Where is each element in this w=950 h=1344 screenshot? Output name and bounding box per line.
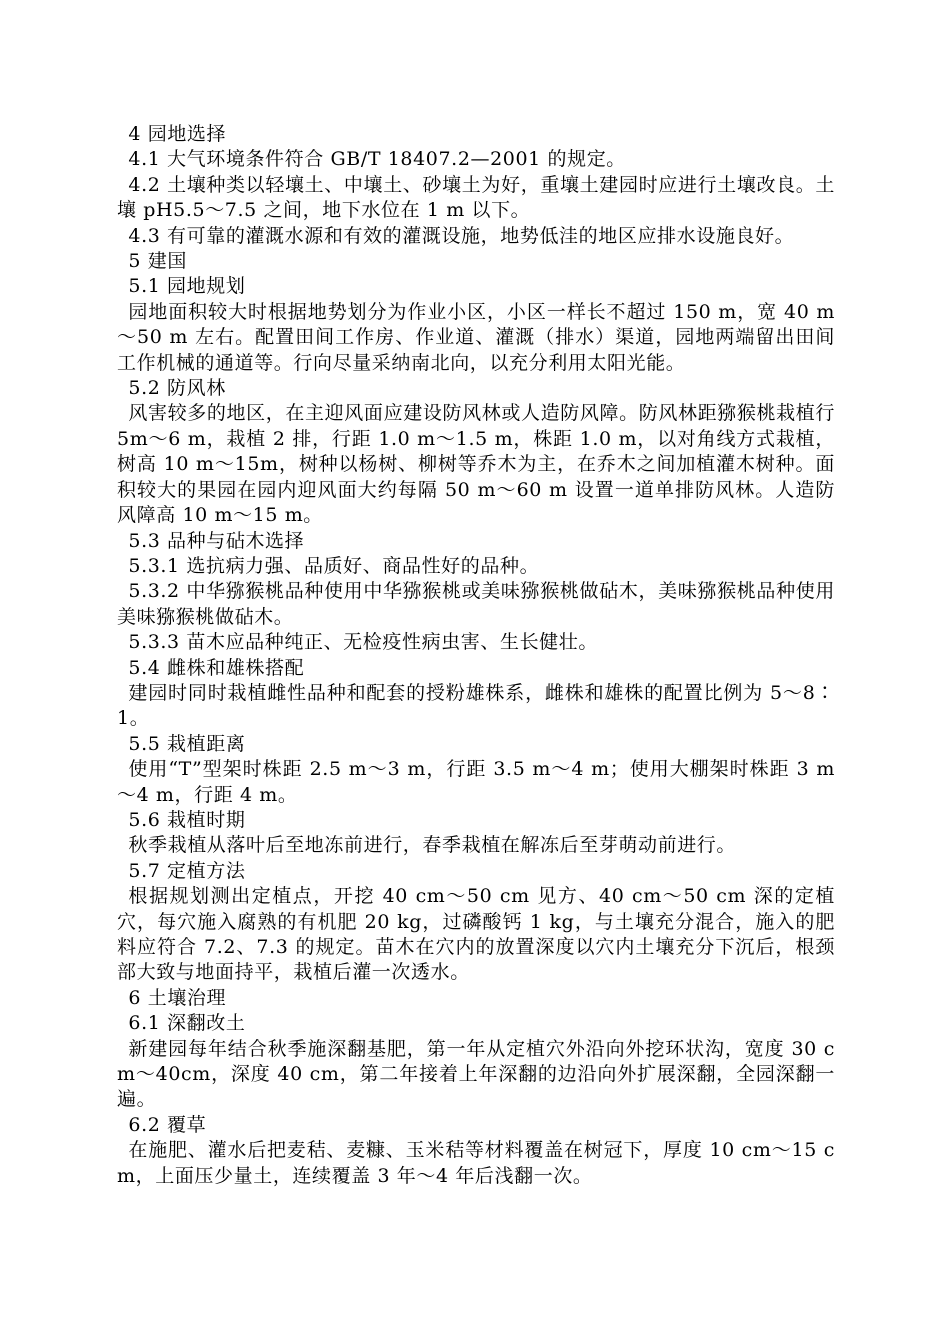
subsection-heading-5-7: 5.7 定植方法 [128,859,246,882]
document-body [117,122,835,1189]
paragraph-5-3-2: 5.3.2 中华猕猴桃品种使用中华猕猴桃或美味猕猴桃做砧木，美味猕猴桃品种使用美味猕猴桃做砧木。 [117,580,835,628]
subsection-heading-5-5: 5.5 栽植距离 [128,732,246,755]
paragraph-5-4: 建园时同时栽植雌性品种和配套的授粉雄株系，雌株和雄株的配置比例为 5～8∶1。 [117,681,835,730]
paragraph-4-2: 4.2 土壤种类以轻壤土、中壤土、砂壤土为好，重壤土建园时应进行土壤改良。土壤 pH5.5～7.5 之间，地下水位在 1 m 以下。 [117,173,835,222]
subsection-heading-6-1: 6.1 深翻改土 [128,1012,246,1035]
paragraph-5-2: 风害较多的地区，在主迎风面应建设防风林或人造防风障。防风林距猕猴桃栽植行 5m～6 m，栽植 2 排，行距 1.0 m～1.5 m，株距 1.0 m，以对角线方式栽植，树高 10 m～15m，树种以杨树、柳树等乔木为主，在乔木之间加植灌木树种。面积较大的果园在园内迎风面大约每隔 50 m～60 m 设置一道单排防风林。人造防风障高 10 m～15 m。 [117,402,835,527]
paragraph-4-3: 4.3 有可靠的灌溉水源和有效的灌溉设施，地势低洼的地区应排水设施良好。 [128,224,795,247]
section-heading-5: 5 建国 [128,250,187,273]
section-heading-6: 6 土壤治理 [128,986,227,1009]
subsection-heading-6-2: 6.2 覆草 [128,1113,207,1136]
paragraph-6-1: 新建园每年结合秋季施深翻基肥，第一年从定植穴外沿向外挖环状沟，宽度 30 cm～40cm，深度 40 cm，第二年接着上年深翻的边沿向外扩展深翻，全园深翻一遍。 [117,1037,835,1111]
subsection-heading-5-1: 5.1 园地规划 [128,275,246,298]
paragraph-5-7: 根据规划测出定植点，开挖 40 cm～50 cm 见方、40 cm～50 cm 深的定植穴，每穴施入腐熟的有机肥 20 kg，过磷酸钙 1 kg，与土壤充分混合，施入的肥料应符合 7.2、7.3 的规定。苗木在穴内的放置深度以穴内土壤充分下沉后，根颈部大致与地面持平，栽植后灌一次透水。 [117,885,835,984]
subsection-heading-5-4: 5.4 雌株和雄株搭配 [128,656,305,679]
subsection-heading-5-6: 5.6 栽植时期 [128,808,246,831]
paragraph-5-1: 园地面积较大时根据地势划分为作业小区，小区一样长不超过 150 m，宽 40 m～50 m 左右。配置田间工作房、作业道、灌溉（排水）渠道，园地两端留出田间工作机械的通道等。行向尽量采纳南北向，以充分利用太阳光能。 [117,300,835,374]
paragraph-5-6: 秋季栽植从落叶后至地冻前进行，春季栽植在解冻后至芽萌动前进行。 [128,834,736,857]
subsection-heading-5-3: 5.3 品种与砧木选择 [128,529,305,552]
section-heading-4: 4 园地选择 [128,123,227,145]
subsection-heading-5-2: 5.2 防风林 [128,377,226,400]
paragraph-5-3-3: 5.3.3 苗木应品种纯正、无检疫性病虫害、生长健壮。 [128,631,598,654]
paragraph-4-1: 4.1 大气环境条件符合 GB/T 18407.2—2001 的规定。 [128,148,626,171]
paragraph-5-5: 使用“T”型架时株距 2.5 m～3 m，行距 3.5 m～4 m；使用大棚架时株距 3 m～4 m，行距 4 m。 [117,758,835,806]
paragraph-6-2: 在施肥、灌水后把麦秸、麦糠、玉米秸等材料覆盖在树冠下，厚度 10 cm～15 cm，上面压少量土，连续覆盖 3 年～4 年后浅翻一次。 [117,1139,835,1187]
paragraph-5-3-1: 5.3.1 选抗病力强、品质好、商品性好的品种。 [128,554,540,577]
